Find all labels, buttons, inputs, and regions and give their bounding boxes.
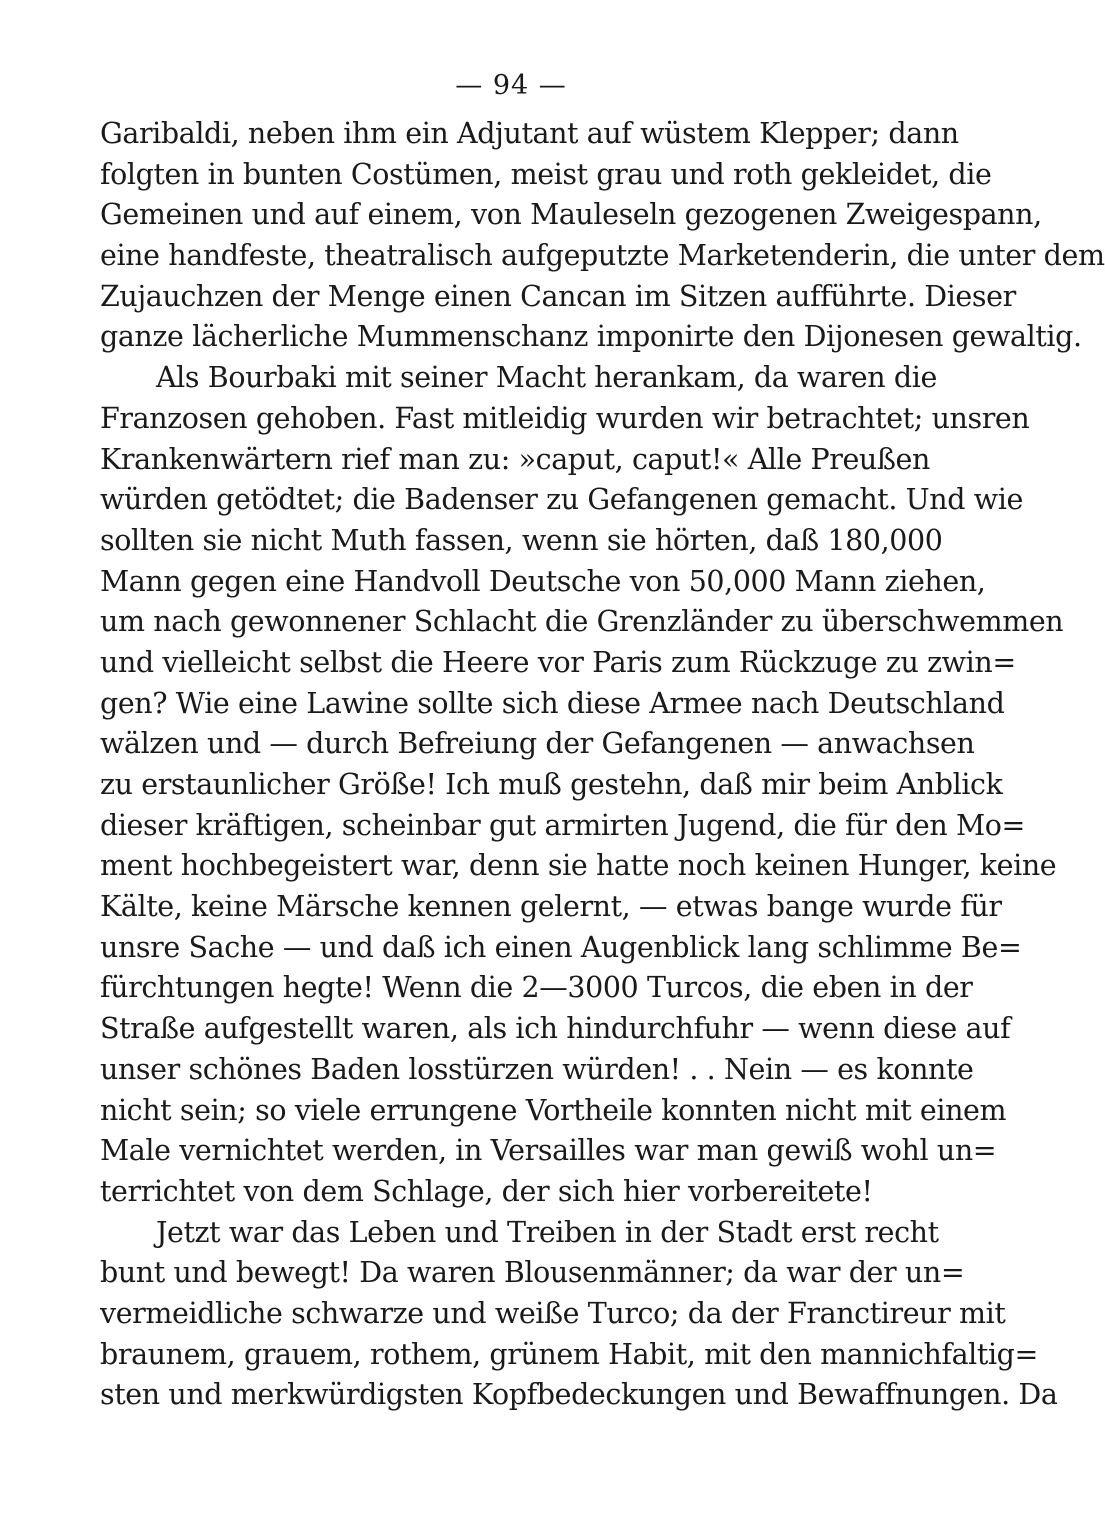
text-line: Als Bourbaki mit seiner Macht herankam, da waren die bbox=[156, 361, 937, 395]
text-line: nicht sein; so viele errungene Vortheile konnten nicht mit einem bbox=[100, 1093, 1007, 1127]
text-line: Male vernichtet werden, in Versailles war man gewiß wohl un= bbox=[100, 1134, 997, 1168]
text-line: Kälte, keine Märsche kennen gelernt, — etwas bange wurde für bbox=[100, 890, 1002, 924]
page-number: — 94 — bbox=[455, 70, 567, 101]
text-line: wälzen und — durch Befreiung der Gefangenen — anwachsen bbox=[100, 727, 975, 761]
text-line: Straße aufgestellt waren, als ich hindurchfuhr — wenn diese auf bbox=[100, 1012, 1011, 1046]
text-line: zu erstaunlicher Größe! Ich muß gestehn, daß mir beim Anblick bbox=[100, 768, 1003, 801]
book-page bbox=[100, 66, 1105, 1416]
text-line: Krankenwärtern rief man zu: »caput, caput!« Alle Preußen bbox=[100, 442, 930, 476]
text-line: Franzosen gehoben. Fast mitleidig wurden wir betrachtet; unsren bbox=[100, 401, 1030, 435]
text-line: eine handfeste, theatralisch aufgeputzte Marketenderin, die unter dem bbox=[100, 239, 1105, 273]
text-line: ganze lächerliche Mummenschanz imponirte den Dijonesen gewaltig. bbox=[100, 320, 1082, 354]
text-line: Zujauchzen der Menge einen Cancan im Sitzen aufführte. Dieser bbox=[100, 279, 1016, 313]
text-line: Mann gegen eine Handvoll Deutsche von 50,000 Mann ziehen, bbox=[100, 564, 986, 598]
text-line: bunt und bewegt! Da waren Blousenmänner; da war der un= bbox=[100, 1256, 965, 1290]
text-line: gen? Wie eine Lawine sollte sich diese Armee nach Deutschland bbox=[100, 686, 1005, 720]
text-line: um nach gewonnener Schlacht die Grenzländer zu überschwemmen bbox=[100, 605, 1064, 639]
text-line: Jetzt war das Leben und Treiben in der Stadt erst recht bbox=[156, 1215, 939, 1249]
text-line: würden getödtet; die Badenser zu Gefangenen gemacht. Und wie bbox=[100, 483, 1023, 517]
text-line: Gemeinen und auf einem, von Mauleseln gezogenen Zweigespann, bbox=[100, 198, 1042, 232]
text-line: unser schönes Baden losstürzen würden! . . Nein — es konnte bbox=[100, 1052, 974, 1086]
text-line: Garibaldi, neben ihm ein Adjutant auf wüstem Klepper; dann bbox=[100, 117, 959, 150]
text-line: und vielleicht selbst die Heere vor Paris zum Rückzuge zu zwin= bbox=[100, 645, 1016, 679]
text-line: dieser kräftigen, scheinbar gut armirten Jugend, die für den Mo= bbox=[100, 808, 1026, 842]
paragraph bbox=[100, 358, 1064, 1212]
text-line: braunem, grauem, rothem, grünem Habit, mit den mannichfaltig= bbox=[100, 1337, 1038, 1371]
text-line: ment hochbegeistert war, denn sie hatte noch keinen Hunger, keine bbox=[100, 849, 1057, 883]
text-line: sten und merkwürdigsten Kopfbedeckungen und Bewaffnungen. Da bbox=[100, 1378, 1058, 1412]
text-line: vermeidliche schwarze und weiße Turco; da der Franctireur mit bbox=[100, 1296, 1006, 1330]
text-line: unsre Sache — und daß ich einen Augenblick lang schlimme Be= bbox=[100, 930, 1022, 964]
paragraph bbox=[100, 1213, 1058, 1416]
paragraph bbox=[100, 114, 1105, 358]
text-line: fürchtungen hegte! Wenn die 2—3000 Turcos, die eben in der bbox=[100, 971, 973, 1005]
text-line: sollten sie nicht Muth fassen, wenn sie hörten, daß 180,000 bbox=[100, 523, 943, 557]
text-body bbox=[100, 114, 1105, 1416]
text-line: terrichtet von dem Schlage, der sich hier vorbereitete! bbox=[100, 1174, 873, 1208]
text-line: folgten in bunten Costümen, meist grau und roth gekleidet, die bbox=[100, 157, 992, 191]
